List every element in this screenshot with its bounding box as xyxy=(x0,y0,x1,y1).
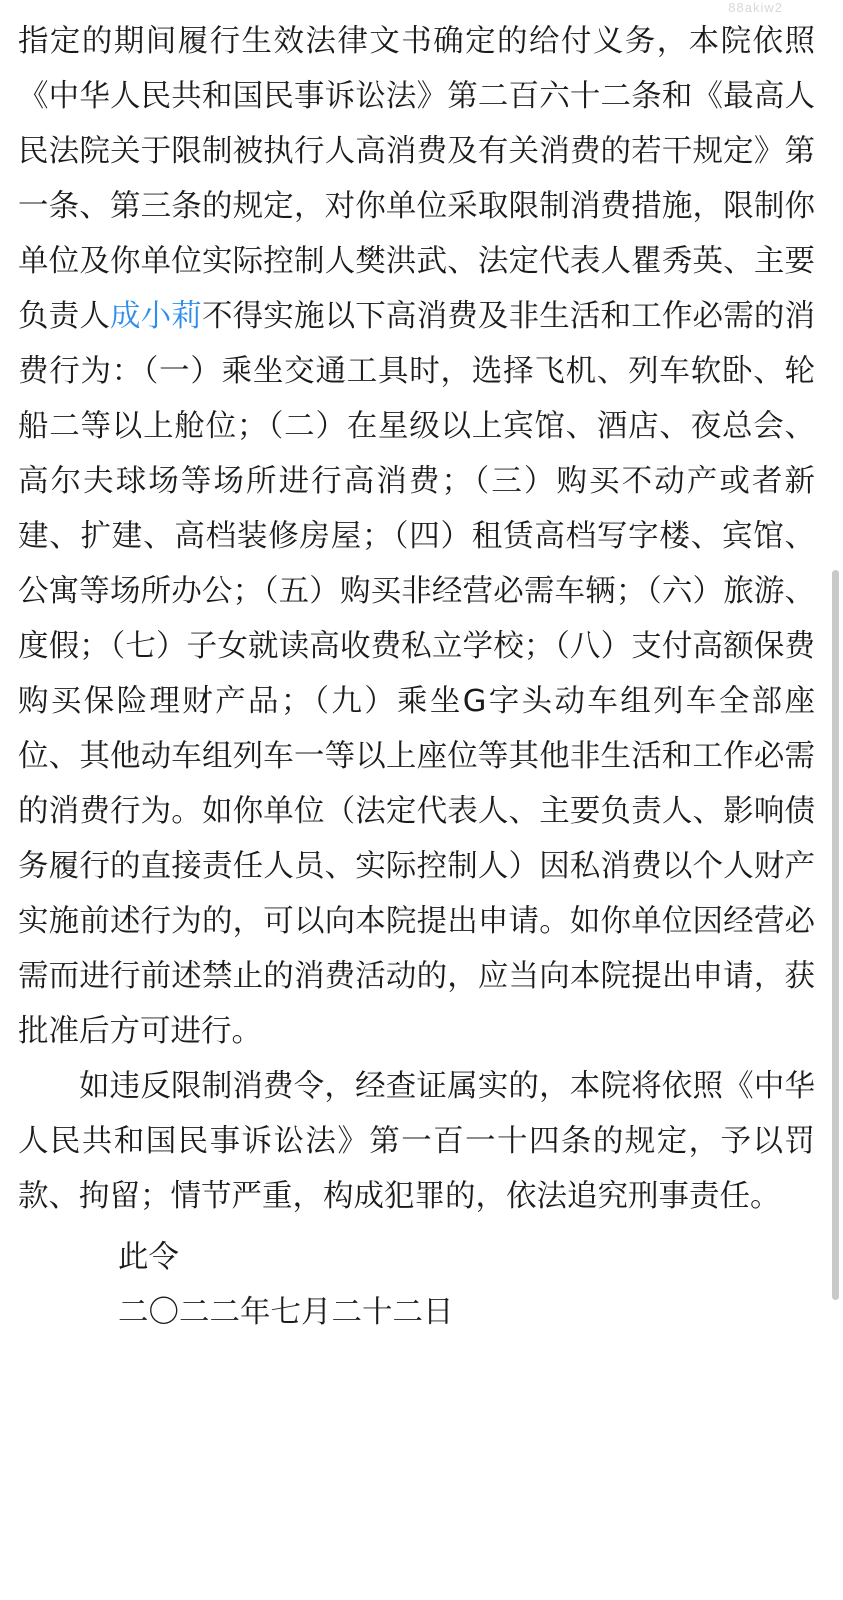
person-name-link[interactable]: 成小莉 xyxy=(109,299,202,334)
paragraph-main-text-2: 不得实施以下高消费及非生活和工作必需的消费行为：（一）乘坐交通工具时，选择飞机、列车软卧、轮船二等以上舱位；（二）在星级以上宾馆、酒店、夜总会、高尔夫球场等场所进行高消费；（三）购买不动产或者新建、扩建、高档装修房屋；（四）租赁高档写字楼、宾馆、公寓等场所办公；（五）购买非经营必需车辆；（六）旅游、度假；（七）子女就读高收费私立学校；（八）支付高额保费购买保险理财产品；（九）乘坐G字头动车组列车全部座位、其他动车组列车一等以上座位等其他非生活和工作必需的消费行为。如你单位（法定代表人、主要负责人、影响债务履行的直接责任人员、实际控制人）因私消费以个人财产实施前述行为的，可以向本院提出申请。如你单位因经营必需而进行前述禁止的消费活动的，应当向本院提出申请，获批准后方可进行。 xyxy=(18,299,816,1049)
vertical-scrollbar-thumb[interactable] xyxy=(832,570,839,1300)
signoff-order-word: 此令 xyxy=(118,1240,179,1275)
signoff-block xyxy=(18,1230,815,1340)
vertical-scrollbar-track[interactable] xyxy=(833,0,841,1600)
signoff-date: 二〇二二年七月二十二日 xyxy=(118,1295,454,1330)
paragraph-violation xyxy=(18,1059,815,1224)
document-body xyxy=(0,14,843,1340)
paragraph-main-text-1: 指定的期间履行生效法律文书确定的给付义务，本院依照《中华人民共和国民事诉讼法》第二百六十二条和《最高人民法院关于限制被执行人高消费及有关消费的若干规定》第一条、第三条的规定，对你单位采取限制消费措施，限制你单位及你单位实际控制人樊洪武、法定代表人瞿秀英、主要负责人 xyxy=(18,24,815,334)
watermark-text: 88akiw2 xyxy=(728,0,783,15)
paragraph-main xyxy=(18,14,815,1059)
paragraph-violation-text: 如违反限制消费令，经查证属实的，本院将依照《中华人民共和国民事诉讼法》第一百一十四条的规定，予以罚款、拘留；情节严重，构成犯罪的，依法追究刑事责任。 xyxy=(18,1069,815,1214)
